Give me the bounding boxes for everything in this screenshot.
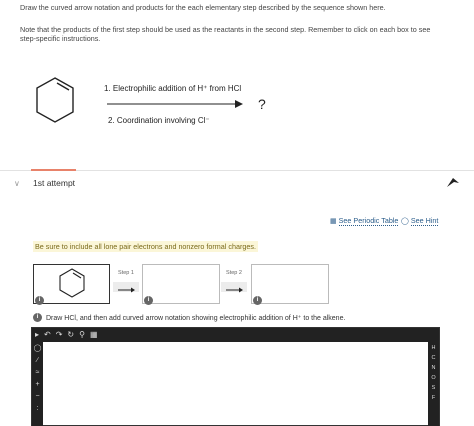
lone-pair-icon[interactable]: : — [36, 405, 39, 412]
info-icon[interactable]: i — [253, 296, 262, 305]
cyclohexene-structure — [37, 78, 73, 122]
periodic-table-link[interactable] — [330, 216, 398, 226]
lightbulb-icon: ◯ — [401, 218, 409, 225]
step-1-arrow — [113, 282, 139, 292]
element-n[interactable]: N — [431, 365, 436, 371]
flag-icon[interactable] — [446, 176, 460, 188]
editor-element-palette — [428, 342, 439, 426]
charge-minus-icon[interactable]: − — [35, 393, 40, 400]
step-instruction — [33, 313, 345, 322]
element-s[interactable]: S — [431, 385, 436, 391]
molecule-editor[interactable] — [31, 327, 440, 426]
attempt-label[interactable]: 1st attempt — [33, 178, 76, 188]
info-icon: i — [33, 313, 42, 322]
step-instruction-text: Draw HCl, and then add curved arrow notation showing electrophilic addition of H⁺ to the alkene. — [46, 314, 346, 322]
info-icon[interactable]: i — [35, 296, 44, 305]
reaction-step-2: 2. Coordination involving Cl⁻ — [108, 116, 210, 125]
reset-icon[interactable]: ↻ — [67, 330, 75, 339]
step-2-tag: Step 2 — [226, 270, 242, 276]
product-unknown: ? — [258, 96, 266, 112]
redo-icon[interactable]: ↷ — [55, 330, 63, 339]
undo-icon[interactable]: ↶ — [44, 330, 51, 339]
warning-message: Be sure to include all lone pair electrons and nonzero formal charges. — [35, 242, 256, 251]
instructions-line-1: Draw the curved arrow notation and products for the each elementary step described by the sequence shown here. — [20, 3, 386, 12]
template-icon[interactable]: ▦ — [89, 330, 98, 339]
reaction-step-1: 1. Electrophilic addition of H⁺ from HCl — [104, 84, 242, 93]
zoom-icon[interactable]: ⚲ — [79, 330, 85, 339]
element-f[interactable]: F — [431, 395, 436, 401]
select-icon[interactable]: ▸ — [35, 330, 40, 339]
step-2-arrow — [221, 282, 247, 292]
periodic-table-label: See Periodic Table — [338, 216, 399, 225]
instructions-line-2: Note that the products of the first step should be used as the reactants in the second step. Remember to click on each box to see step-specific instructions. — [20, 25, 431, 43]
reaction-arrow — [107, 100, 243, 108]
step-1-tag: Step 1 — [118, 270, 134, 276]
hint-link[interactable] — [401, 216, 438, 226]
charge-plus-icon[interactable]: + — [35, 381, 40, 388]
editor-toolbar — [32, 328, 439, 342]
bond-icon[interactable]: ∕ — [36, 357, 39, 364]
chevron-down-icon[interactable]: ∨ — [14, 179, 20, 188]
periodic-table-icon: ▦ — [330, 218, 337, 225]
reaction-scheme — [35, 70, 335, 140]
element-h[interactable]: H — [431, 345, 436, 351]
step-box-product[interactable] — [251, 264, 329, 304]
info-icon[interactable]: i — [144, 296, 153, 305]
hint-label: See Hint — [410, 216, 439, 225]
cyclohexene-thumbnail — [34, 265, 111, 303]
drawing-canvas[interactable] — [43, 342, 428, 425]
editor-left-toolbar — [32, 342, 43, 426]
chain-icon[interactable]: ≈ — [35, 369, 40, 376]
element-o[interactable]: O — [431, 375, 436, 381]
step-box-reactant[interactable] — [33, 264, 110, 304]
erase-icon[interactable]: ◯ — [33, 345, 42, 352]
step-box-intermediate[interactable] — [142, 264, 220, 304]
attempt-tab-indicator — [31, 169, 76, 171]
element-c[interactable]: C — [431, 355, 436, 361]
